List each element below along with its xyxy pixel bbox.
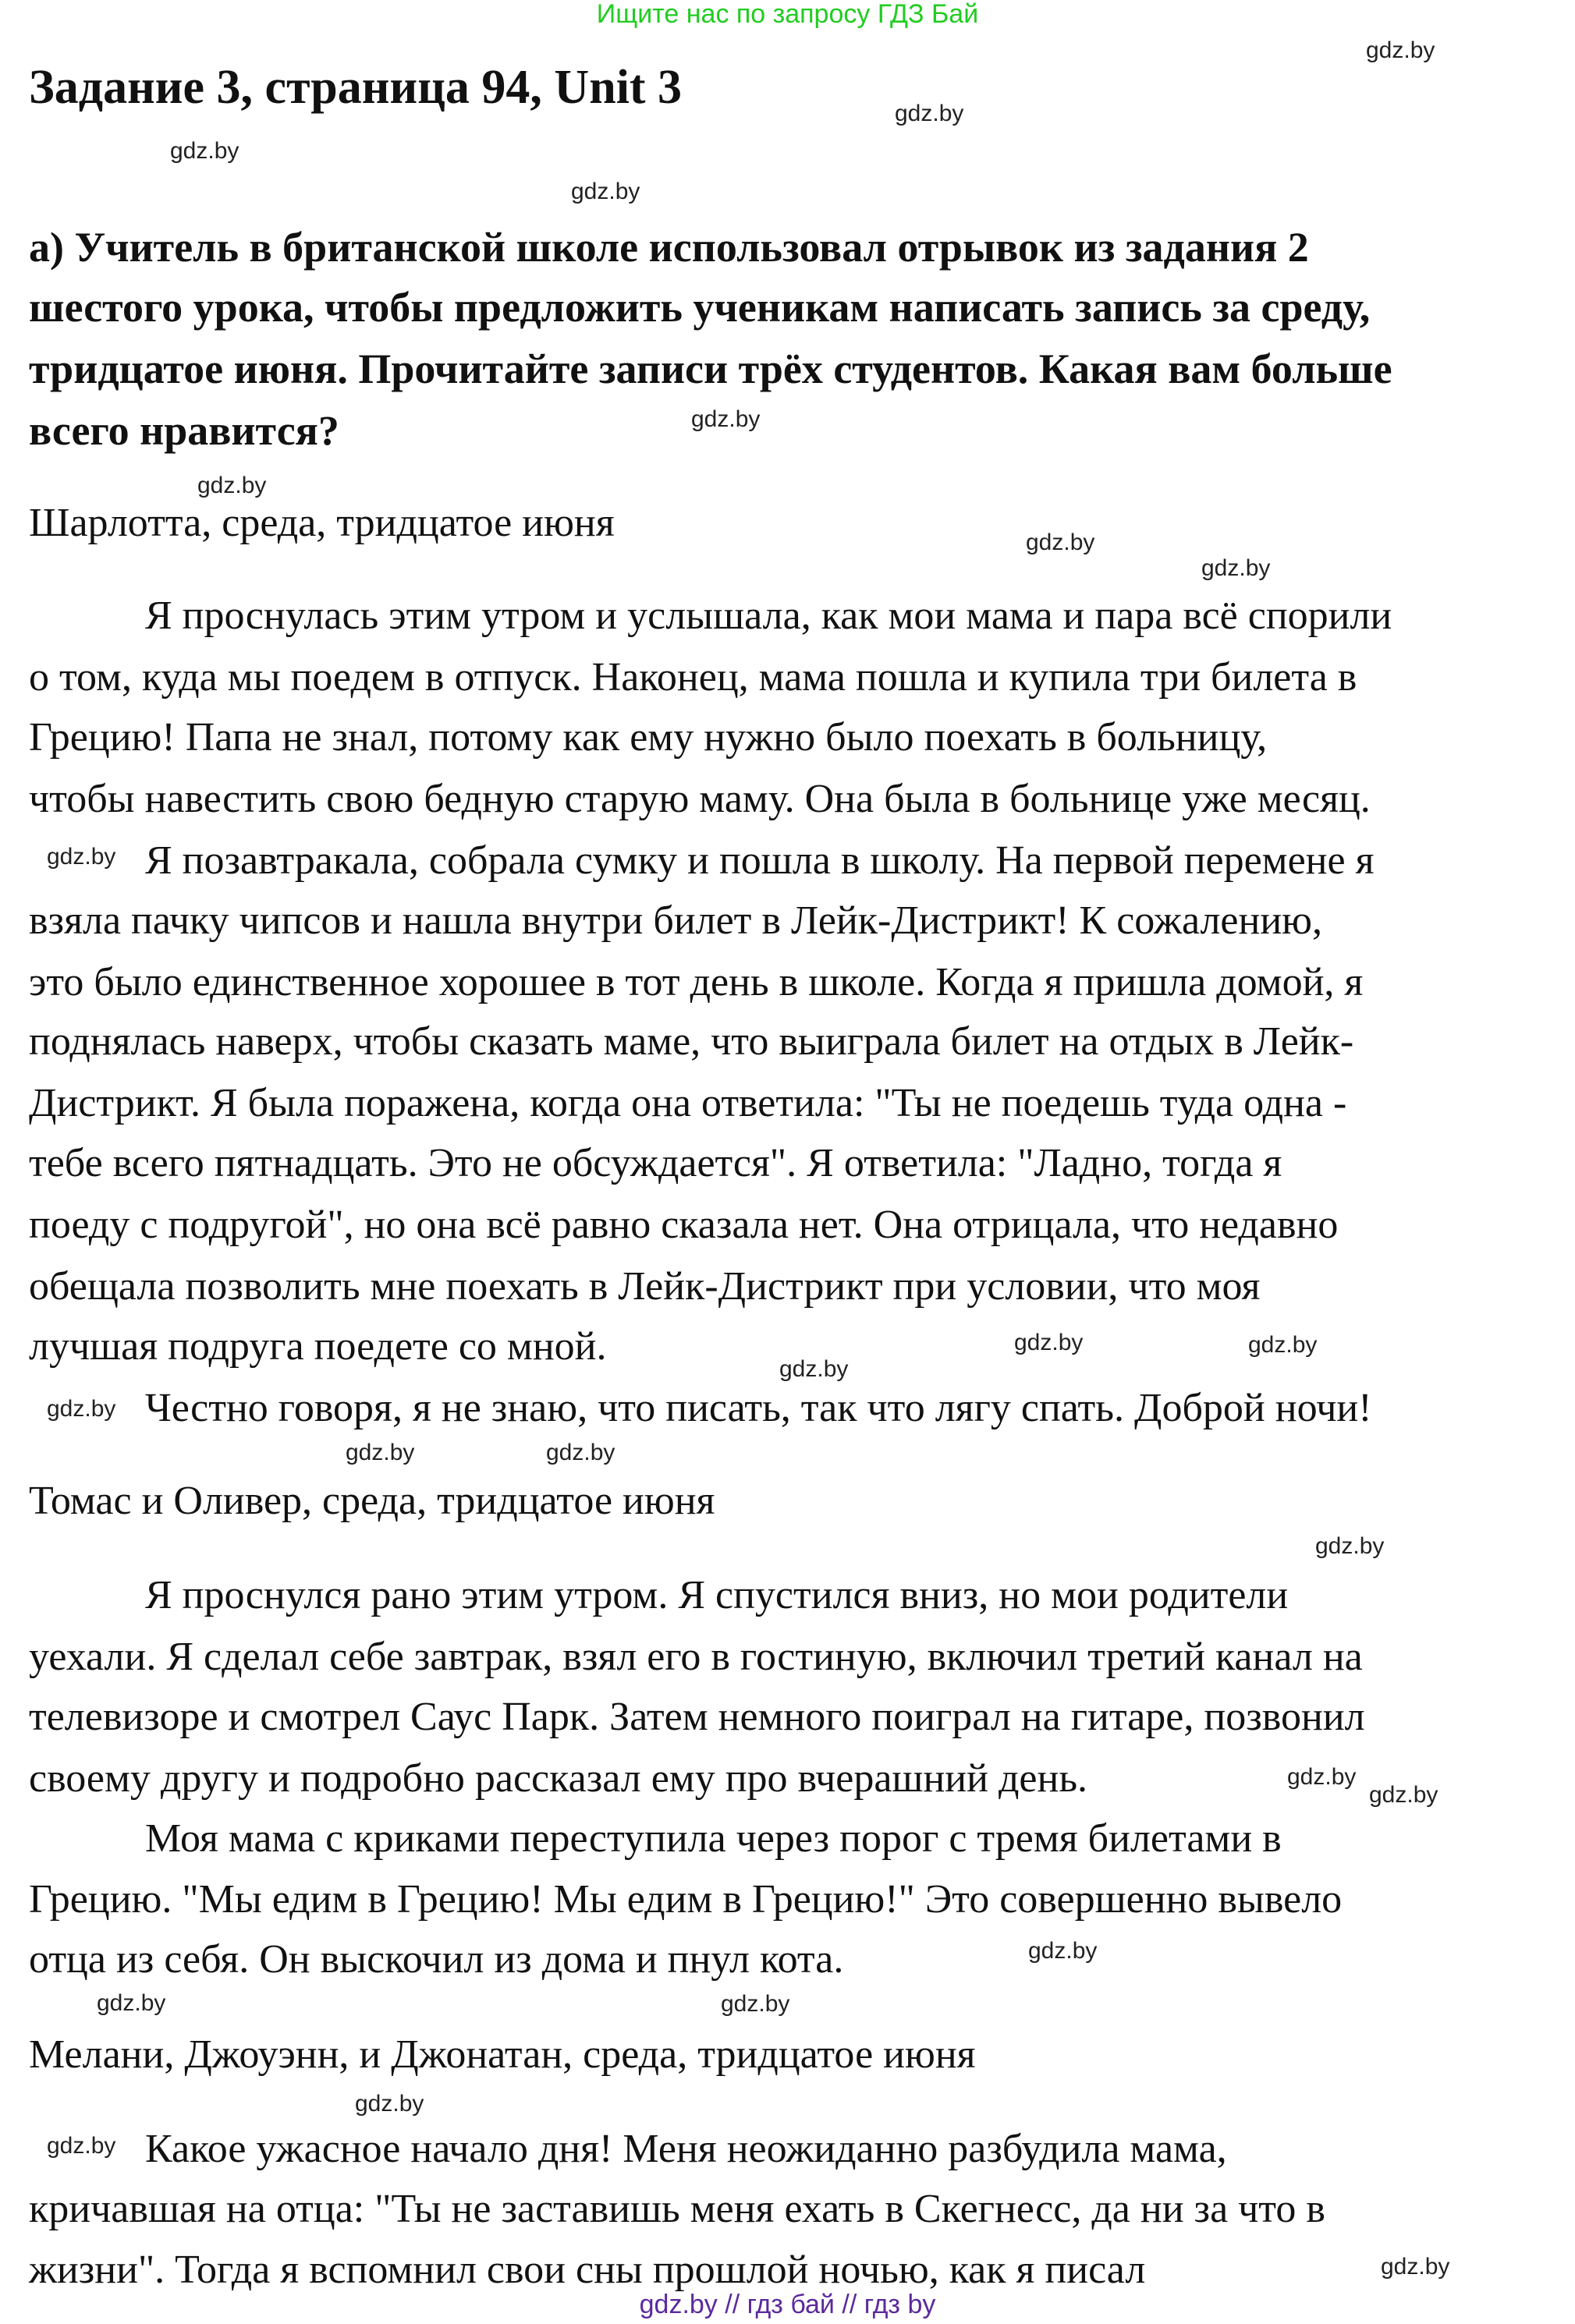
task-line: всего нравится?	[29, 407, 339, 454]
text-line: Какое ужасное начало дня! Меня неожиданно разбудила мама,	[145, 2127, 1227, 2171]
text-line: Дистрикт. Я была поражена, когда она ответила: "Ты не поедешь туда одна -	[29, 1081, 1347, 1125]
text-line: Грецию. "Мы едим в Грецию! Мы едим в Грецию!" Это совершенно вывело	[29, 1877, 1343, 1922]
entry-heading: Томас и Оливер, среда, тридцатое июня	[29, 1479, 715, 1523]
watermark: gdz.by	[1026, 530, 1095, 555]
watermark: gdz.by	[355, 2091, 424, 2117]
watermark: gdz.by	[97, 1990, 166, 2016]
text-line: Я позавтракала, собрала сумку и пошла в школу. На первой перемене я	[145, 838, 1375, 883]
watermark: gdz.by	[170, 138, 239, 164]
text-line: уехали. Я сделал себе завтрак, взял его в гостиную, включил третий канал на	[29, 1635, 1363, 1679]
text-line: поднялась наверх, чтобы сказать маме, что выиграла билет на отдых в Лейк-	[29, 1019, 1354, 1064]
text-line: жизни". Тогда я вспомнил свои сны прошлой ночью, как я писал	[29, 2248, 1146, 2292]
text-line: Моя мама с криками переступила через порог с тремя билетами в	[145, 1816, 1282, 1861]
entry-heading: Шарлотта, среда, тридцатое июня	[29, 501, 615, 545]
task-line: шестого урока, чтобы предложить ученикам написать запись за среду,	[29, 284, 1371, 331]
text-line: взяла пачку чипсов и нашла внутри билет в Лейк-Дистрикт! К сожалению,	[29, 898, 1323, 943]
watermark: gdz.by	[47, 844, 116, 870]
watermark: gdz.by	[1014, 1330, 1084, 1355]
watermark: gdz.by	[779, 1356, 849, 1382]
text-line: телевизоре и смотрел Саус Парк. Затем немного поиграл на гитаре, позвонил	[29, 1695, 1365, 1739]
text-line: это было единственное хорошее в тот день в школе. Когда я пришла домой, я	[29, 960, 1364, 1004]
watermark: gdz.by	[1369, 1782, 1438, 1808]
entry-heading: Мелани, Джоуэнн, и Джонатан, среда, тридцатое июня	[29, 2032, 976, 2077]
text-line: тебе всего пятнадцать. Это не обсуждается". Я ответила: "Ладно, тогда я	[29, 1141, 1282, 1185]
text-line: кричавшая на отца: "Ты не заставишь меня ехать в Скегнесс, да ни за что в	[29, 2187, 1325, 2231]
text-line: чтобы навестить свою бедную старую маму. Она была в больнице уже месяц.	[29, 777, 1371, 821]
text-line: Я проснулся рано этим утром. Я спустился вниз, но мои родители	[145, 1573, 1289, 1617]
footer-links[interactable]: gdz.by // гдз бай // гдз by	[639, 2290, 936, 2319]
watermark: gdz.by	[1381, 2254, 1450, 2280]
watermark: gdz.by	[197, 473, 267, 498]
task-line: а) Учитель в британской школе использовал отрывок из задания 2	[29, 224, 1309, 271]
watermark: gdz.by	[1028, 1938, 1098, 1964]
watermark: gdz.by	[691, 406, 761, 432]
watermark: gdz.by	[546, 1440, 615, 1465]
watermark: gdz.by	[346, 1440, 415, 1465]
text-line: лучшая подруга поедете со мной.	[29, 1324, 607, 1369]
text-line: Я проснулась этим утром и услышала, как мои мама и пара всё спорили	[145, 593, 1392, 638]
watermark: gdz.by	[1315, 1533, 1385, 1559]
text-line: Честно говоря, я не знаю, что писать, так что лягу спать. Доброй ночи!	[145, 1386, 1372, 1430]
watermark: gdz.by	[1201, 555, 1271, 581]
watermark: gdz.by	[1366, 37, 1435, 63]
top-banner: Ищите нас по запросу ГДЗ Бай	[596, 0, 979, 29]
watermark: gdz.by	[1248, 1332, 1318, 1358]
watermark: gdz.by	[721, 1991, 790, 2017]
text-line: обещала позволить мне поехать в Лейк-Дистрикт при условии, что моя	[29, 1264, 1261, 1309]
watermark: gdz.by	[895, 101, 964, 126]
page-title: Задание 3, страница 94, Unit 3	[29, 61, 683, 114]
watermark: gdz.by	[1287, 1764, 1357, 1790]
text-line: о том, куда мы поедем в отпуск. Наконец, мама пошла и купила три билета в	[29, 655, 1357, 700]
text-line: отца из себя. Он выскочил из дома и пнул кота.	[29, 1937, 844, 1982]
task-line: тридцатое июня. Прочитайте записи трёх студентов. Какая вам больше	[29, 345, 1392, 392]
text-line: поеду с подругой", но она всё равно сказала нет. Она отрицала, что недавно	[29, 1203, 1339, 1247]
text-line: Грецию! Папа не знал, потому как ему нужно было поехать в больницу,	[29, 715, 1268, 760]
watermark: gdz.by	[47, 1396, 116, 1422]
watermark: gdz.by	[571, 179, 640, 204]
watermark: gdz.by	[47, 2133, 116, 2159]
text-line: своему другу и подробно рассказал ему про вчерашний день.	[29, 1756, 1088, 1801]
